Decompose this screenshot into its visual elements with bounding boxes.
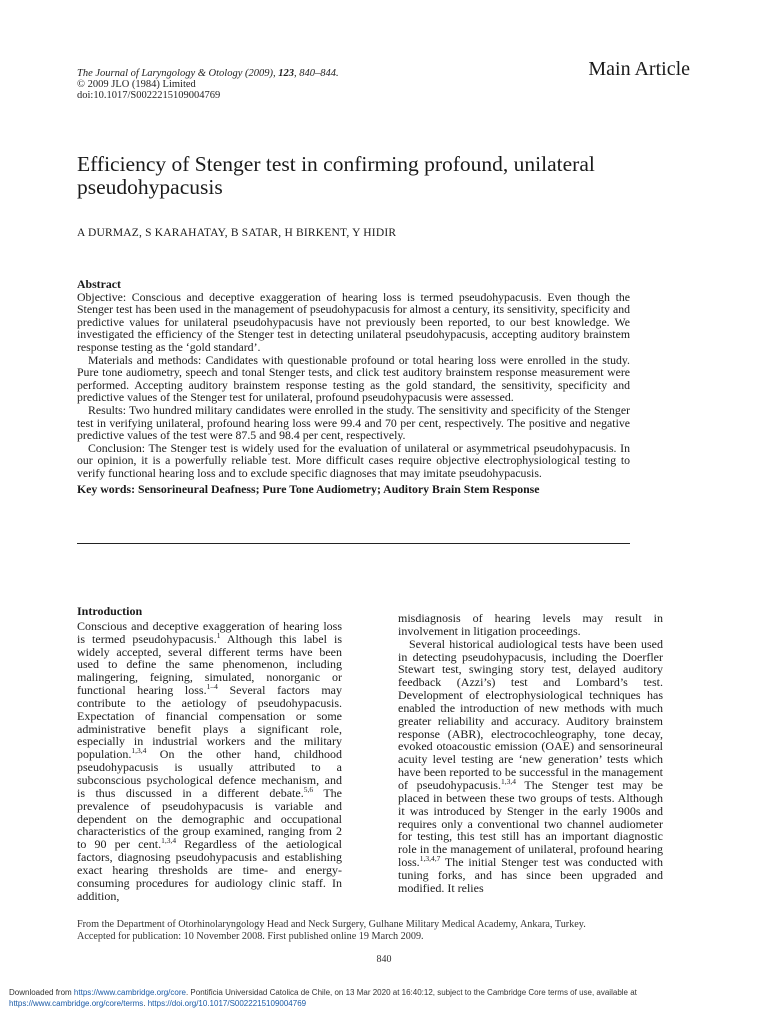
abstract-heading: Abstract (77, 277, 121, 291)
section-heading-introduction: Introduction (77, 604, 143, 618)
intro-paragraph-1-cont: misdiagnosis of hearing levels may result in involvement in litigation proceedings. (398, 611, 663, 638)
terms-link[interactable]: https://www.cambridge.org/core/terms (9, 998, 144, 1008)
intro-paragraph-2: Several historical audiological tests have been used in detecting pseudohypacusis, including the Doerfler Stewart test, swinging story test, delayed auditory feedback (Azzi’s) test and Lombard’s test. Development of electrophysiological techniques has enabled the introduction of new methods with much greater reliability and accuracy. Auditory brainstem response (ABR), electrocochleography, tone decay, evoked otoacoustic emission (OAE) and sensorineural acuity level testing are ‘new generation’ tests which have been reported to be successful in the management of pseudohypacusis.$^{1,3,4}$ The Stenger test may be placed in between these two groups of tests. Although it was introduced by Stenger in the early 1900s and requires only a conventional two channel audiometer for testing, this test still has an important diagnostic role in the management of unilateral, profound hearing loss.$^{1,3,4,7}$ The initial Stenger test was conducted with tuning forks, and has since been upgraded and modified. It relies (398, 636, 663, 895)
abstract-objective: Objective: Conscious and deceptive exaggeration of hearing loss is termed pseudohypacusis. Even though the Stenger test has been used in the management of pseudohypacusis for almost a century, its sensitivity, specificity and predictive values for unilateral pseudohypacusis have not previously been reported, to our best knowledge. We investigated the efficiency of the Stenger test in detecting unilateral pseudohypacusis, accepting auditory brainstem response testing as the ‘gold standard’. (77, 289, 630, 354)
article-title: Efficiency of Stenger test in confirming profound, unilateral pseudohypacusis (77, 152, 595, 199)
journal-copyright: © 2009 JLO (1984) Limited (77, 79, 196, 91)
page-number: 840 (376, 954, 392, 965)
doi-link[interactable]: https://doi.org/10.1017/S0022215109004769 (147, 998, 307, 1008)
cambridge-core-link[interactable]: https://www.cambridge.org/core (73, 988, 186, 997)
article-type: Main Article (588, 58, 690, 80)
author-list: A DURMAZ, S KARAHATAY, B SATAR, H BIRKENT, Y HIDIR (77, 227, 397, 239)
divider-rule (77, 543, 630, 544)
abstract-methods: Materials and methods: Candidates with questionable profound or total hearing loss were enrolled in the study. Pure tone audiometry, speech and tonal Stenger tests, and click test auditory brainstem response measurement were performed. Accepting auditory brainstem response testing as the gold standard, the sensitivity, specificity and predictive values of the Stenger test for unilateral, profound pseudohypacusis were assessed. (77, 352, 630, 405)
citation-ref: 5,6 (303, 784, 314, 794)
download-footer: Downloaded from https://www.cambridge.org/core. Pontificia Universidad Catolica de Chile, on 13 Mar 2020 at 16:40:12, subject to the Cambridge Core terms of use, available at https://www.cambridge.org/core/terms. https://doi.org/10.1017/S0022215109004769 (9, 988, 637, 1008)
journal-name: The Journal of Laryngology & Otology (2009), (77, 68, 276, 79)
citation-ref: 1,3,4 (131, 746, 147, 756)
abstract-conclusion: Conclusion: The Stenger test is widely used for the evaluation of unilateral or asymmetrical pseudohypacusis. In our opinion, it is a powerfully reliable test. More difficult cases require objective electrophysiological testing to verify functional hearing loss and to exclude specific diagnoses that may imitate pseudohypacusis. (77, 440, 630, 480)
abstract-results: Results: Two hundred military candidates were enrolled in the study. The sensitivity and specificity of the Stenger test in verifying unilateral, profound hearing loss were 99.4 and 70 per cent, respectively. The positive and negative predictive values of the test were 87.5 and 98.4 per cent, respectively. (77, 402, 630, 443)
citation-ref: 1–4 (206, 682, 218, 692)
left-column (77, 605, 342, 902)
journal-volume: 123 (278, 68, 294, 79)
citation-ref: 1,3,4 (161, 836, 177, 846)
journal-doi: doi:10.1017/S0022215109004769 (77, 90, 221, 102)
publication-dates: Accepted for publication: 10 November 2008. First published online 19 March 2009. (77, 931, 424, 942)
keywords: Key words: Sensorineural Deafness; Pure Tone Audiometry; Auditory Brain Stem Response (77, 481, 540, 496)
citation-ref: 1,3,4,7 (419, 854, 441, 864)
affiliation-note (77, 919, 707, 943)
journal-citation (77, 68, 339, 102)
citation-ref: 1 (216, 630, 221, 640)
affiliation: From the Department of Otorhinolaryngology Head and Neck Surgery, Gulhane Military Medical Academy, Ankara, Turkey. (77, 919, 586, 930)
intro-paragraph-1: Conscious and deceptive exaggeration of hearing loss is termed pseudohypacusis.$^1$ Although this label is widely accepted, several different terms have been used to define the same phenomenon, including malingering, feigning, simulated, nonorganic or functional hearing loss.$^{1-4}$ Several factors may contribute to the aetiology of pseudohypacusis. Expectation of financial compensation or some administrative benefit plays a significant role, especially in industrial workers and the military population.$^{1,3,4}$ On the other hand, childhood pseudohypacusis is usually attributed to a subconscious psychological defence mechanism, and is thus discussed in a different debate.$^{5,6}$ The prevalence of pseudohypacusis is variable and dependent on the demographic and occupational characteristics of the group examined, ranging from 2 to 90 per cent.$^{1,3,4}$ Regardless of the aetiological factors, diagnosing pseudohypacusis and establishing exact hearing thresholds are time- and energy-consuming procedures for audiology clinic staff. In addition, (77, 618, 343, 903)
citation-ref: 1,3,4 (500, 776, 516, 786)
abstract (77, 278, 630, 495)
right-column (398, 612, 663, 895)
journal-pages: , 840–844. (293, 68, 339, 79)
